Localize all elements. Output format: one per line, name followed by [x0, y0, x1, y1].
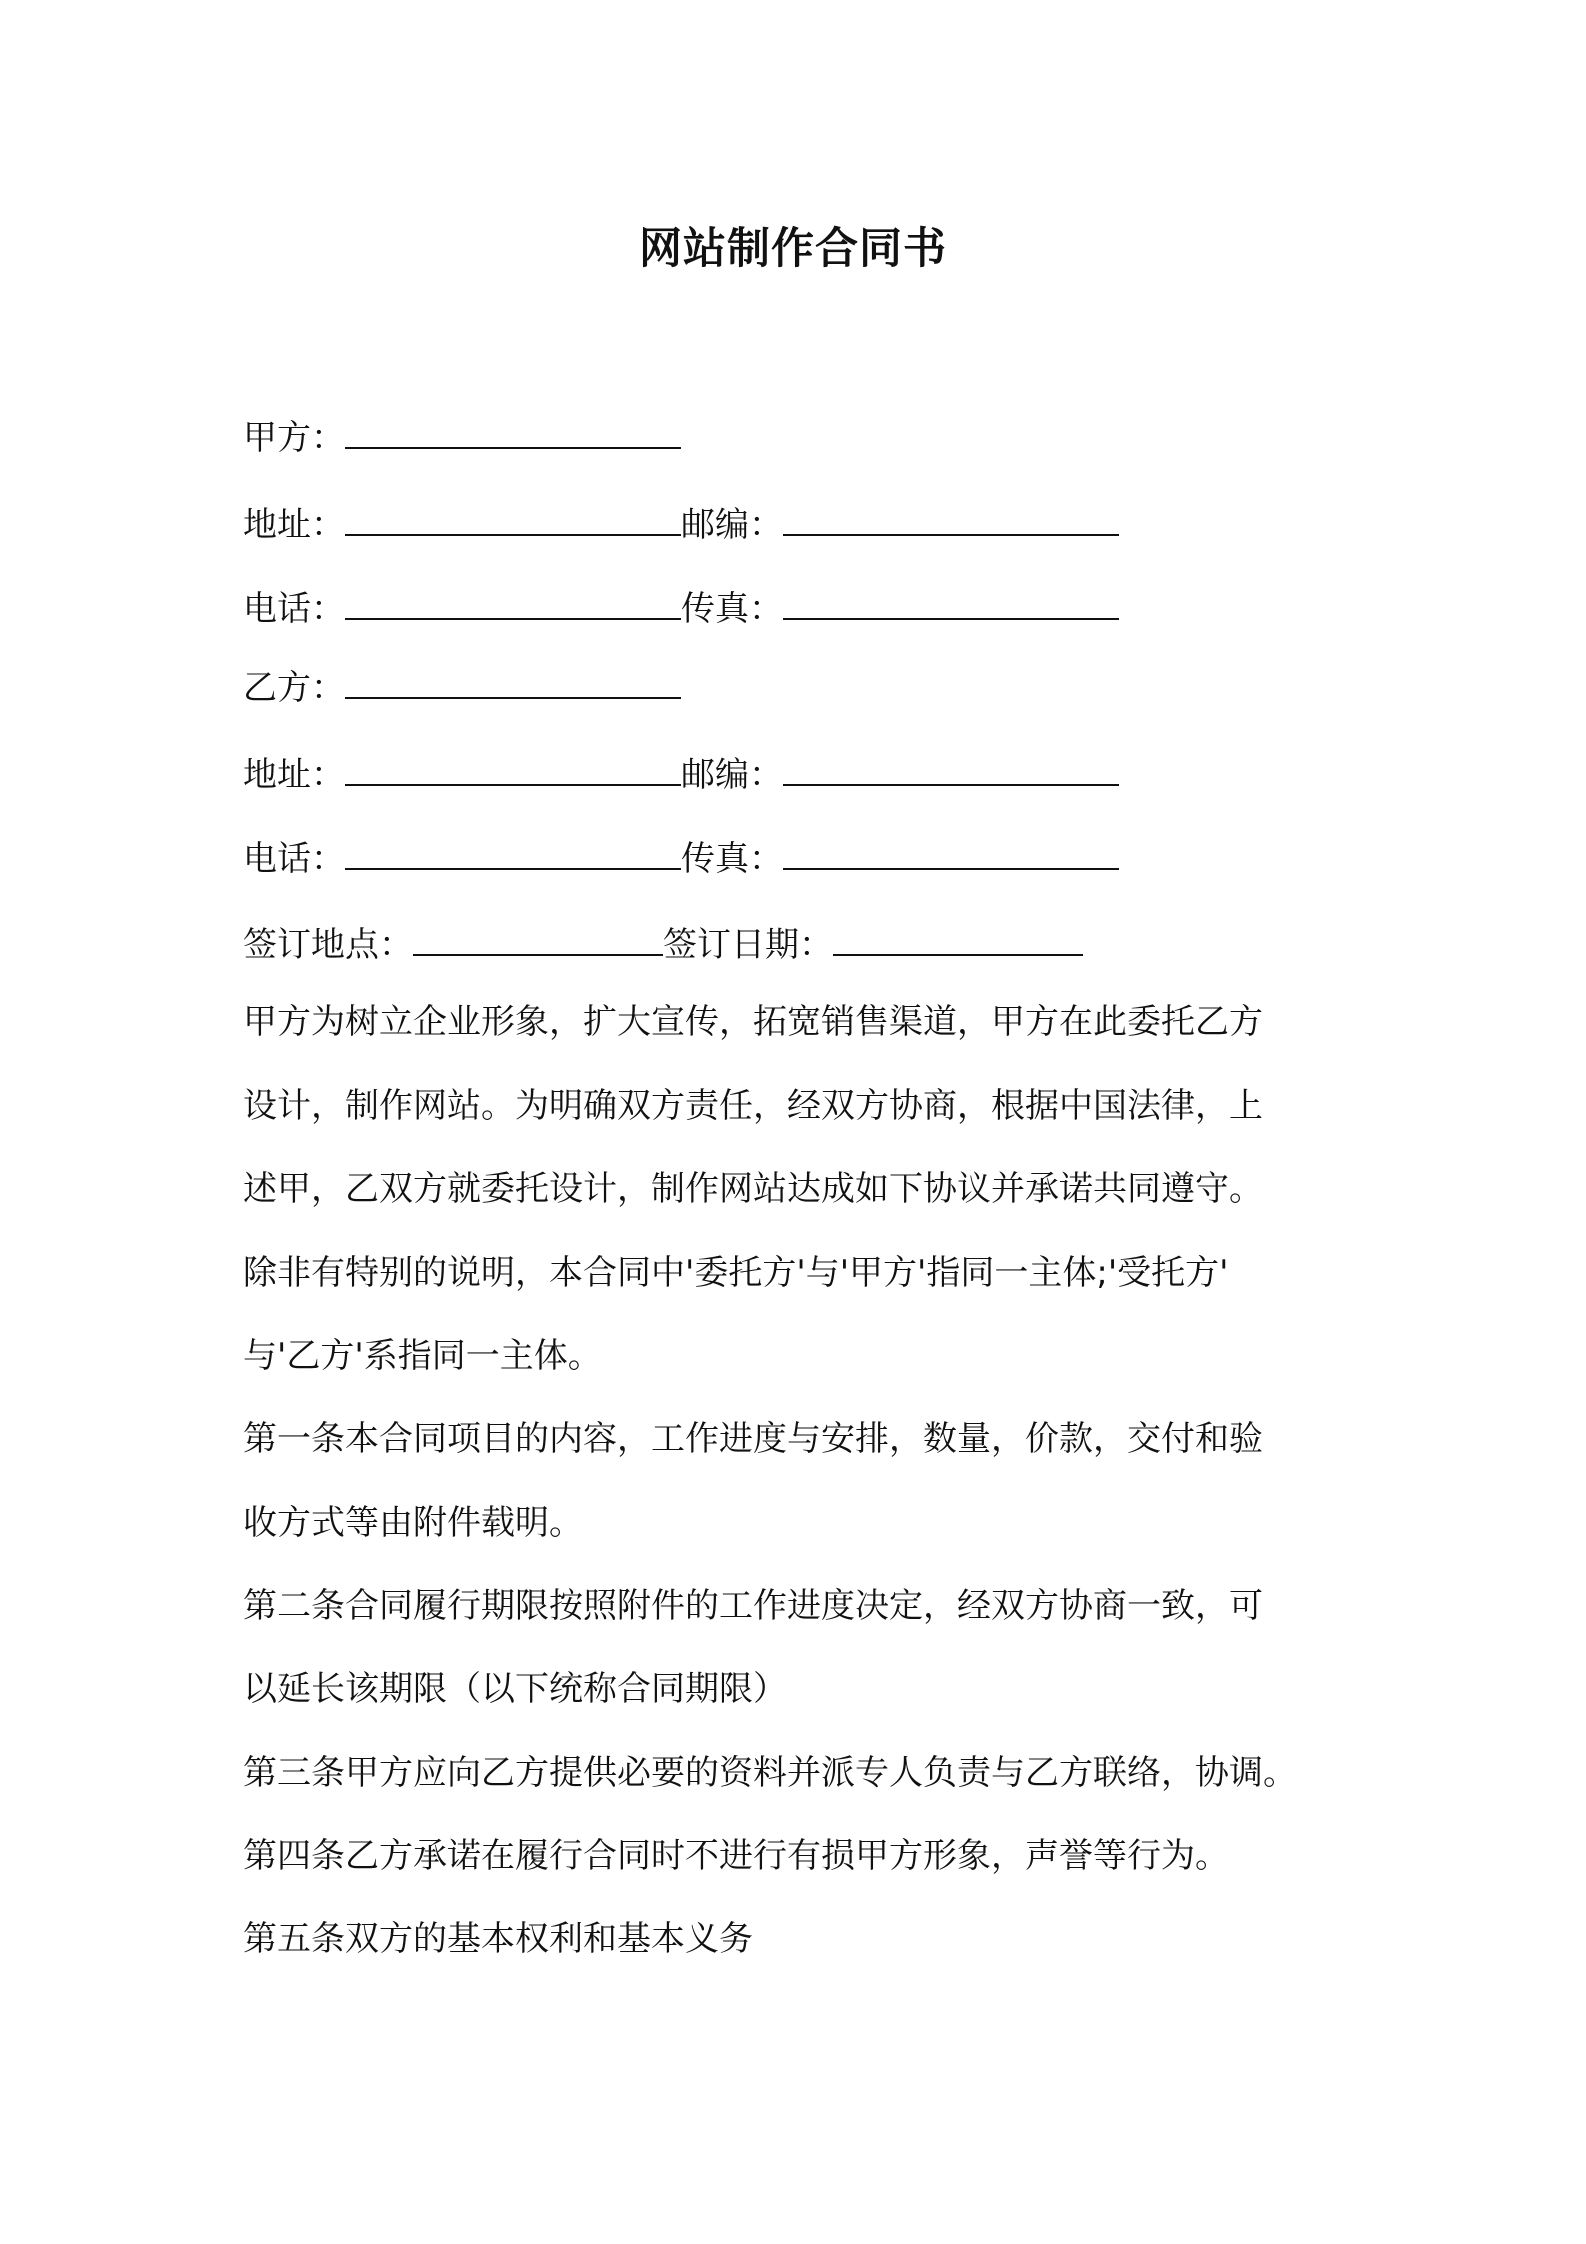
- party-a-phone-blank: [345, 588, 681, 620]
- body-line: 第四条乙方承诺在履行合同时不进行有损甲方形象，声誉等行为。: [243, 1836, 1229, 1876]
- party-b-phone-label: 电话：: [243, 839, 345, 879]
- signing-place-label: 签订地点：: [243, 925, 413, 965]
- signing-date-blank: [833, 924, 1083, 956]
- body-line: 设计，制作网站。为明确双方责任，经双方协商，根据中国法律，上: [243, 1086, 1263, 1126]
- body-line: 以延长该期限（以下统称合同期限）: [243, 1669, 787, 1709]
- party-b-phone-row: [243, 836, 1119, 882]
- signing-row: [243, 922, 1083, 968]
- party-a-phone-label: 电话：: [243, 589, 345, 629]
- party-b-fax-label: 传真：: [681, 839, 783, 879]
- party-a-zip-blank: [783, 504, 1119, 536]
- party-b-row: [243, 665, 681, 711]
- signing-date-label: 签订日期：: [663, 925, 833, 965]
- party-a-address-row: [243, 502, 1119, 548]
- party-b-address-blank: [345, 754, 681, 786]
- party-b-fax-blank: [783, 838, 1119, 870]
- body-line: 除非有特别的说明，本合同中'委托方'与'甲方'指同一主体;'受托方': [243, 1253, 1229, 1293]
- party-a-address-label: 地址：: [243, 505, 345, 545]
- body-line: 与'乙方'系指同一主体。: [243, 1336, 602, 1376]
- party-b-phone-blank: [345, 838, 681, 870]
- party-a-fax-blank: [783, 588, 1119, 620]
- party-a-blank: [345, 417, 681, 449]
- party-b-address-row: [243, 752, 1119, 798]
- party-a-zip-label: 邮编：: [681, 505, 783, 545]
- document-title: 网站制作合同书: [639, 224, 947, 274]
- party-b-blank: [345, 667, 681, 699]
- party-a-phone-row: [243, 586, 1119, 632]
- party-b-label: 乙方：: [243, 668, 345, 708]
- body-line: 第一条本合同项目的内容，工作进度与安排，数量，价款，交付和验: [243, 1419, 1263, 1459]
- party-a-row: [243, 415, 681, 461]
- body-line: 甲方为树立企业形象，扩大宣传，拓宽销售渠道，甲方在此委托乙方: [243, 1002, 1263, 1042]
- party-b-zip-label: 邮编：: [681, 755, 783, 795]
- body-line: 第五条双方的基本权利和基本义务: [243, 1919, 753, 1959]
- party-b-zip-blank: [783, 754, 1119, 786]
- party-a-address-blank: [345, 504, 681, 536]
- party-b-address-label: 地址：: [243, 755, 345, 795]
- body-line: 收方式等由附件载明。: [243, 1503, 583, 1543]
- party-a-label: 甲方：: [243, 418, 345, 458]
- body-line: 述甲，乙双方就委托设计，制作网站达成如下协议并承诺共同遵守。: [243, 1169, 1263, 1209]
- body-line: 第二条合同履行期限按照附件的工作进度决定，经双方协商一致，可: [243, 1586, 1263, 1626]
- signing-place-blank: [413, 924, 663, 956]
- party-a-fax-label: 传真：: [681, 589, 783, 629]
- body-line: 第三条甲方应向乙方提供必要的资料并派专人负责与乙方联络，协调。: [243, 1753, 1297, 1793]
